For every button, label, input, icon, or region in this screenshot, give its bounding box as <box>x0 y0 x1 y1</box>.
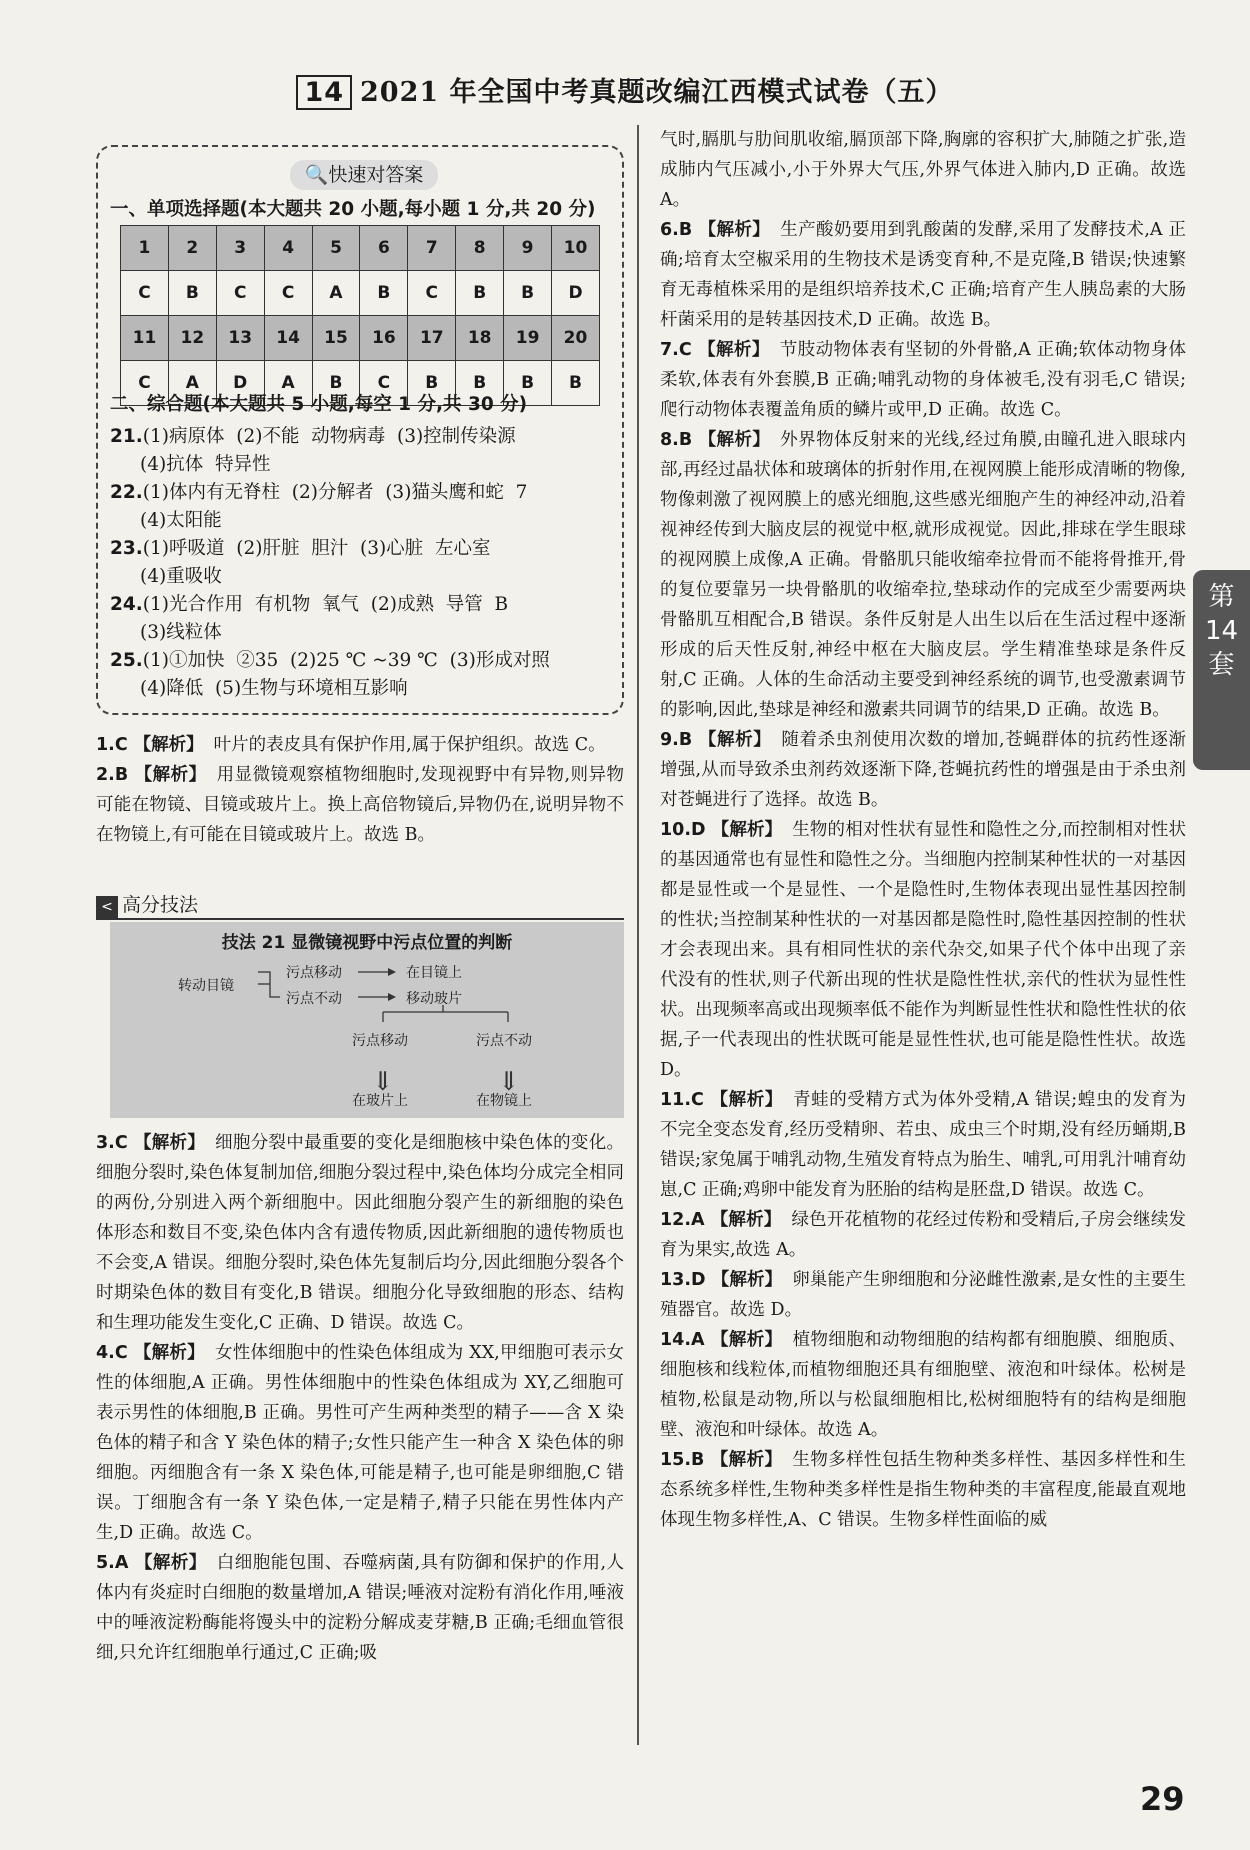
answer-cell: C <box>121 361 169 406</box>
answer-cell: C <box>121 271 169 316</box>
analysis-text: 随着杀虫剂使用次数的增加,苍蝇群体的抗药性逐渐增强,从而导致杀虫剂药效逐渐下降,苍蝇抗药性的增强是由于杀虫剂对苍蝇进行了选择。故选 B。 <box>660 730 1187 810</box>
answer-cell: 18 <box>456 316 504 361</box>
question-number: 7.C <box>660 340 692 360</box>
flow-on-eyepiece: 在目镜上 <box>406 965 462 981</box>
page-number: 29 <box>1140 1780 1185 1818</box>
answer-cell: A <box>168 361 216 406</box>
answer-cell: 19 <box>504 316 552 361</box>
section-1-title: 一、单项选择题(本大题共 20 小题,每小题 1 分,共 20 分) <box>110 199 596 220</box>
question-number: 8.B <box>660 430 693 450</box>
answer-text: (4)降低 (5)生物与环境相互影响 <box>140 678 408 699</box>
analysis-text: 生物多样性包括生物种类多样性、基因多样性和生态系统多样性,生物种类多样性是指生物种类的丰富程度,能最直观地体现生物多样性,A、C 错误。生物多样性面临的威 <box>660 1450 1187 1530</box>
answer-cell: D <box>552 271 600 316</box>
analysis-item <box>96 730 624 760</box>
technique-title: 技法 21 显微镜视野中污点位置的判断 <box>221 933 513 953</box>
answer-cell: C <box>360 361 408 406</box>
analysis-text: 植物细胞和动物细胞的结构都有细胞膜、细胞质、细胞核和线粒体,而植物细胞还具有细胞壁、液泡和叶绿体。松树是植物,松鼠是动物,所以与松鼠细胞相比,松树细胞特有的结构是细胞壁、液泡和叶绿体。故选 A。 <box>660 1330 1187 1440</box>
arrow-icon: < <box>96 896 118 918</box>
analysis-tag: 【解析】 <box>134 1553 207 1573</box>
analysis-text: 生物的相对性状有显性和隐性之分,而控制相对性状的基因通常也有显性和隐性之分。当细胞内控制某种性状的一对基因都是显性或一个是显性、一个是隐性时,生物体表现出显性基因控制的性状;当控制某种性状的一对基因都是隐性时,隐性基因控制的性状才会表现出来。具有相同性状的亲代杂交,如果子代个体中出现了亲代没有的性状,则子代新出现的性状是隐性性状,亲代的性状为显性性状。出现频率高或出现频率低不能作为判断显性性状和隐性性状的依据,子一代表现出的性状既可能是显性性状,也可能是隐性性状。故选 D。 <box>660 820 1187 1080</box>
answer-number: 24. <box>110 594 143 615</box>
analysis-item <box>660 1085 1186 1205</box>
answer-text: (4)抗体 特异性 <box>140 454 271 475</box>
answer-cell: B <box>504 361 552 406</box>
analysis-tag: 【解析】 <box>133 1133 206 1153</box>
question-number: 1.C <box>96 735 128 755</box>
analysis-item <box>96 760 624 850</box>
analysis-item <box>96 1338 624 1548</box>
page-header <box>0 70 1250 110</box>
analysis-text: 用显微镜观察植物细胞时,发现视野中有异物,则异物可能在物镜、目镜或玻片上。换上高倍物镜后,异物仍在,说明异物不在物镜上,有可能在目镜或玻片上。故选 B。 <box>96 765 625 845</box>
analysis-item <box>96 1128 624 1338</box>
section-2-title: 二、综合题(本大题共 5 小题,每空 1 分,共 30 分) <box>110 394 528 415</box>
answer-cell: 13 <box>216 316 264 361</box>
answer-cell: 3 <box>216 226 264 271</box>
answer-cell: 20 <box>552 316 600 361</box>
answer-cell: A <box>264 361 312 406</box>
analysis-text: 气时,膈肌与肋间肌收缩,膈顶部下降,胸廓的容积扩大,肺随之扩张,造成肺内气压减小,小于外界大气压,外界气体进入肺内,D 正确。故选 A。 <box>660 130 1186 210</box>
set-side-tab: 第 14 套 <box>1193 570 1250 770</box>
column-divider <box>637 125 639 1745</box>
answer-cell: B <box>360 271 408 316</box>
answer-cell: 14 <box>264 316 312 361</box>
flow-on-objective: 在物镜上 <box>476 1093 532 1109</box>
answer-cell: 10 <box>552 226 600 271</box>
analysis-tag: 【解析】 <box>133 1343 205 1363</box>
question-number: 14.A <box>660 1330 705 1350</box>
answer-cell: B <box>408 361 456 406</box>
answer-cell: B <box>456 271 504 316</box>
answer-number: 22. <box>110 482 143 503</box>
magnifier-icon: 🔍 <box>304 164 329 186</box>
answer-text: (1)呼吸道 (2)肝脏 胆汁 (3)心脏 左心室 <box>142 538 491 559</box>
analysis-item <box>660 815 1186 1085</box>
answer-text: (4)重吸收 <box>140 566 222 587</box>
right-analysis <box>660 125 1186 1535</box>
analysis-tag: 【解析】 <box>710 1450 783 1470</box>
answer-cell: B <box>312 361 360 406</box>
question-number: 9.B <box>660 730 693 750</box>
analysis-text: 绿色开花植物的花经过传粉和受精后,子房会继续发育为果实,故选 A。 <box>660 1210 1186 1260</box>
analysis-text: 女性体细胞中的性染色体组成为 XX,甲细胞可表示女性的体细胞,A 正确。男性体细胞中的性染色体组成为 XY,乙细胞可表示男性的体细胞,B 正确。男性可产生两种类型的精子——含 X 染色体的精子和含 Y 染色体的精子;女性只能产生一种含 X 染色体的卵细胞。丙细胞含有一条 X 染色体,可能是精子,也可能是卵细胞,C 错误。丁细胞含有一条 Y 染色体,一定是精子,精子只能在男性体内产生,D 正确。故选 C。 <box>96 1343 625 1543</box>
question-number: 3.C <box>96 1133 128 1153</box>
answer-number: 23. <box>110 538 143 559</box>
question-number: 10.D <box>660 820 706 840</box>
answer-text: (1)光合作用 有机物 氧气 (2)成熟 导管 B <box>142 594 509 615</box>
technique-header: < 高分技法 <box>96 890 624 920</box>
analysis-item <box>660 215 1186 335</box>
analysis-item <box>660 725 1186 815</box>
flow-on-slide: 在玻片上 <box>352 1093 408 1109</box>
analysis-text: 细胞分裂中最重要的变化是细胞核中染色体的变化。细胞分裂时,染色体复制加倍,细胞分裂过程中,染色体均分成完全相同的两份,分别进入两个新细胞中。因此细胞分裂产生的新细胞的染色体形态和数目不变,染色体内含有遗传物质,因此新细胞的遗传物质也不会变,A 错误。细胞分裂时,染色体先复制后均分,因此细胞分裂各个时期染色体的数目有变化,B 错误。细胞分化导致细胞的形态、结构和生理功能发生变化,C 正确、D 错误。故选 C。 <box>96 1133 625 1333</box>
question-number: 4.C <box>96 1343 128 1363</box>
flow-not-move: 污点不动 <box>286 991 342 1007</box>
answer-cell: 5 <box>312 226 360 271</box>
analysis-item <box>660 125 1186 215</box>
analysis-item <box>660 1325 1186 1445</box>
answer-line <box>140 450 270 480</box>
analysis-item <box>660 1265 1186 1325</box>
answer-text: (1)①加快 ②35 (2)25 ℃ ~39 ℃ (3)形成对照 <box>142 650 550 671</box>
question-number: 6.B <box>660 220 693 240</box>
analysis-tag: 【解析】 <box>698 430 771 450</box>
answer-cell: B <box>168 271 216 316</box>
analysis-text: 卵巢能产生卵细胞和分泌雌性激素,是女性的主要生殖器官。故选 D。 <box>660 1270 1187 1320</box>
answer-cell: 8 <box>456 226 504 271</box>
flow-moves: 污点移动 <box>286 965 342 981</box>
analysis-tag: 【解析】 <box>710 1210 782 1230</box>
analysis-tag: 【解析】 <box>711 820 783 840</box>
flow-move-slide: 移动玻片 <box>406 991 462 1007</box>
analysis-tag: 【解析】 <box>133 735 204 755</box>
answer-cell: 6 <box>360 226 408 271</box>
answer-table <box>120 225 600 406</box>
question-number: 12.A <box>660 1210 705 1230</box>
analysis-tag: 【解析】 <box>709 1090 784 1110</box>
analysis-item <box>660 1445 1186 1535</box>
svg-text:⇓: ⇓ <box>498 1067 520 1097</box>
answer-cell: 1 <box>121 226 169 271</box>
answer-cell: 7 <box>408 226 456 271</box>
question-number: 2.B <box>96 765 129 785</box>
answer-cell: 2 <box>168 226 216 271</box>
answer-line <box>110 478 527 508</box>
analysis-text: 白细胞能包围、吞噬病菌,具有防御和保护的作用,人体内有炎症时白细胞的数量增加,A 错误;唾液对淀粉有消化作用,唾液中的唾液淀粉酶能将馒头中的淀粉分解成麦芽糖,B 正确;毛细血管很细,只允许红细胞单行通过,C 正确;吸 <box>96 1553 625 1663</box>
answer-number: 25. <box>110 650 143 671</box>
set-number: 14 <box>296 75 352 110</box>
analysis-text: 叶片的表皮具有保护作用,属于保护组织。故选 C。 <box>213 735 606 755</box>
answer-cell: B <box>552 361 600 406</box>
answer-cell: 11 <box>121 316 169 361</box>
answer-text: (1)体内有无脊柱 (2)分解者 (3)猫头鹰和蛇 7 <box>142 482 528 503</box>
question-number: 13.D <box>660 1270 706 1290</box>
answer-cell: C <box>264 271 312 316</box>
analysis-text: 青蛙的受精方式为体外受精,A 错误;蝗虫的发育为不完全变态发育,经历受精卵、若虫、成虫三个时期,没有经历蛹期,B 错误;家兔属于哺乳动物,生殖发育特点为胎生、哺乳,可用乳汁哺育幼崽,C 正确;鸡卵中能发育为胚胎的结构是胚盘,D 错误。故选 C。 <box>660 1090 1186 1200</box>
answer-line <box>140 618 222 648</box>
flow-not-move-2: 污点不动 <box>476 1033 532 1049</box>
analysis-item <box>96 1548 624 1668</box>
answer-cell: 16 <box>360 316 408 361</box>
answer-cell: 17 <box>408 316 456 361</box>
analysis-tag: 【解析】 <box>697 340 770 360</box>
analysis-text: 生产酸奶要用到乳酸菌的发酵,采用了发酵技术,A 正确;培育太空椒采用的生物技术是诱变育种,不是克隆,B 错误;快速繁育无毒植株采用的是组织培养技术,C 正确;培育产生人胰岛素的大肠杆菌采用的是转基因技术,D 正确。故选 B。 <box>660 220 1187 330</box>
answer-line <box>110 590 508 620</box>
left-analysis-1 <box>96 730 624 850</box>
analysis-tag: 【解析】 <box>698 220 771 240</box>
analysis-item <box>660 1205 1186 1265</box>
analysis-tag: 【解析】 <box>710 1330 783 1350</box>
analysis-tag: 【解析】 <box>134 765 207 785</box>
answer-line <box>110 534 490 564</box>
analysis-item <box>660 335 1186 425</box>
answer-cell: 4 <box>264 226 312 271</box>
flow-rotate: 转动目镜 <box>178 978 234 994</box>
answer-text: (3)线粒体 <box>140 622 222 643</box>
left-analysis-2 <box>96 1128 624 1668</box>
quick-answer-title: 🔍快速对答案 <box>290 160 438 190</box>
answer-cell: 12 <box>168 316 216 361</box>
answer-cell: D <box>216 361 264 406</box>
analysis-tag: 【解析】 <box>711 1270 783 1290</box>
answer-cell: C <box>408 271 456 316</box>
answer-number: 21. <box>110 426 143 447</box>
question-number: 11.C <box>660 1090 704 1110</box>
answer-line <box>140 674 408 704</box>
analysis-item <box>660 425 1186 725</box>
answer-text: (1)病原体 (2)不能 动物病毒 (3)控制传染源 <box>142 426 516 447</box>
answer-line <box>110 646 550 676</box>
page-title: 2021 年全国中考真题改编江西模式试卷（五） <box>360 77 954 108</box>
answer-text: (4)太阳能 <box>140 510 222 531</box>
answer-cell: A <box>312 271 360 316</box>
answer-cell: B <box>504 271 552 316</box>
analysis-text: 节肢动物体表有坚韧的外骨骼,A 正确;软体动物身体柔软,体表有外套膜,B 正确;哺乳动物的身体被毛,没有羽毛,C 错误;爬行动物体表覆盖角质的鳞片或甲,D 正确。故选 C。 <box>660 340 1186 420</box>
answer-line <box>140 562 222 592</box>
analysis-text: 外界物体反射来的光线,经过角膜,由瞳孔进入眼球内部,再经过晶状体和玻璃体的折射作用,在视网膜上能形成清晰的物像,物像刺激了视网膜上的感光细胞,这些感光细胞产生的神经冲动,沿着视神经传到大脑皮层的视觉中枢,就形成视觉。因此,排球在学生眼球的视网膜上成像,A 正确。骨骼肌只能收缩牵拉骨而不能将骨推开,骨的复位要靠另一块骨骼肌的收缩牵拉,垫球动作的完成至少需要两块骨骼肌互相配合,B 错误。条件反射是人出生以后在生活过程中逐渐形成的后天性反射,神经中枢在大脑皮层。学生精准垫球是条件反射,C 正确。人体的生命活动主要受到神经系统的调节,也受激素调节的影响,因此,垫球是神经和激素共同调节的结果,D 正确。故选 B。 <box>660 430 1187 720</box>
question-number: 5.A <box>96 1553 129 1573</box>
analysis-tag: 【解析】 <box>698 730 772 750</box>
flow-moves-2: 污点移动 <box>352 1033 408 1049</box>
answer-line <box>110 422 516 452</box>
answer-cell: C <box>216 271 264 316</box>
answer-cell: 15 <box>312 316 360 361</box>
svg-text:⇓: ⇓ <box>372 1067 394 1097</box>
answer-line <box>140 506 222 536</box>
question-number: 15.B <box>660 1450 705 1470</box>
answer-cell: B <box>456 361 504 406</box>
answer-cell: 9 <box>504 226 552 271</box>
